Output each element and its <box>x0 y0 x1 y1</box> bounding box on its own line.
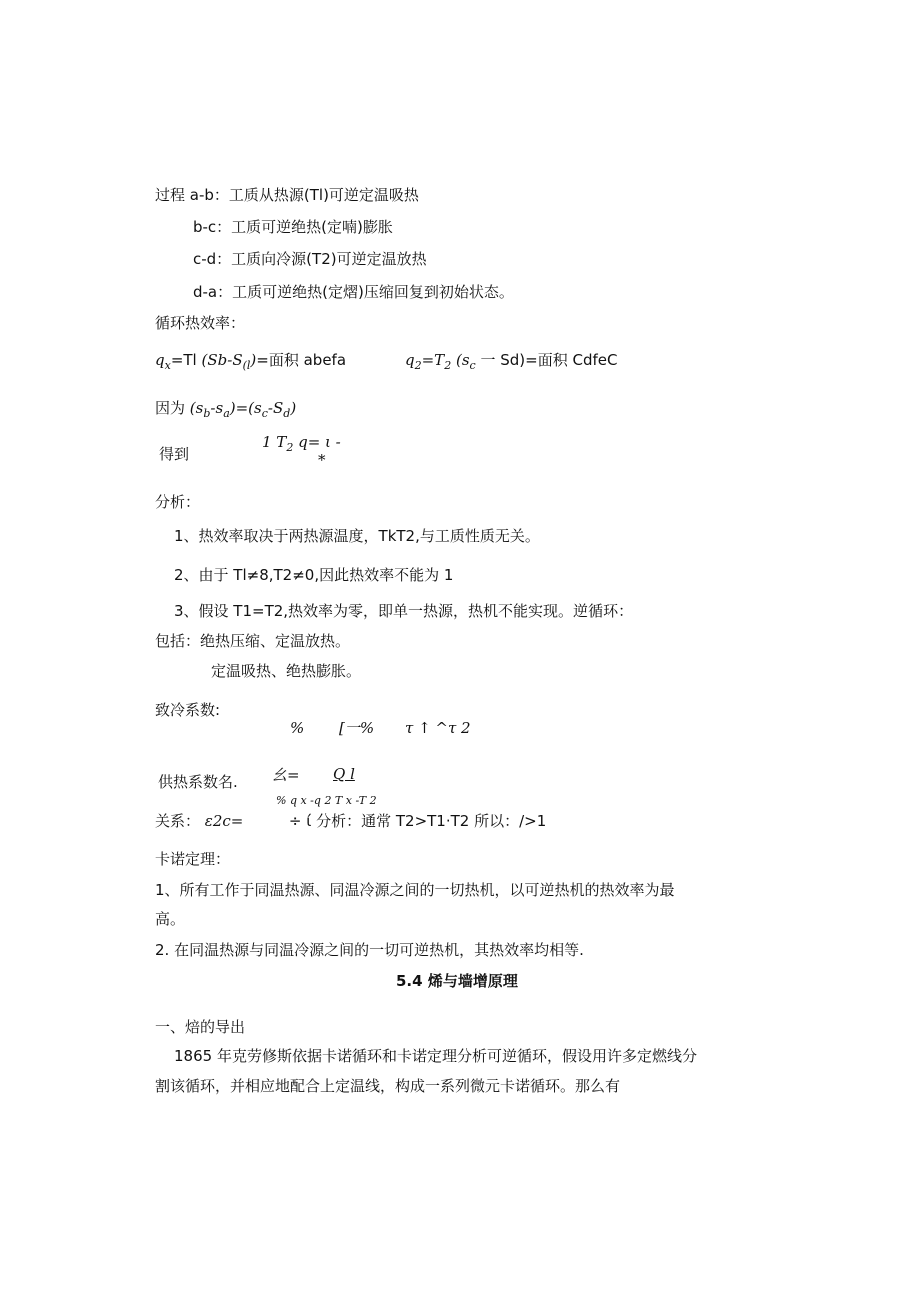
because-mid2: -S <box>267 399 284 417</box>
process-da: d-a：工质可逆绝热(定熠)压缩回复到初始状态。 <box>193 283 514 301</box>
heating-top: Q l <box>333 765 355 783</box>
process-cd: c-d：工质向冷源(T2)可逆定温放热 <box>193 250 427 268</box>
analysis-heading: 分析： <box>155 493 201 511</box>
relation-line <box>155 811 546 831</box>
because-sub3: c <box>261 407 268 420</box>
cooling-label: 致冷系数: <box>155 701 221 719</box>
analysis-include: 包括：绝热压缩、定温放热。 <box>155 632 351 650</box>
q2-formula <box>405 350 617 376</box>
q2-tail: 一 Sd)=面积 CdfeC <box>480 351 618 369</box>
section-number: 5.4 <box>396 972 423 990</box>
result-expr-top <box>262 432 341 458</box>
analysis-item3: 3、假设 T1=T2,热效率为零，即单一热源，热机不能实现。逆循环： <box>174 602 634 620</box>
q1-sub: x <box>164 359 171 372</box>
q2-paren-sub: c <box>469 359 476 372</box>
because-label: 因为 <box>155 399 186 417</box>
heating-lhs: 幺= <box>272 766 300 784</box>
q1-paren-sub: (l <box>242 359 251 372</box>
q1-paren-close: ) <box>250 351 257 369</box>
efficiency-heading: 循环热效率： <box>155 314 246 332</box>
q1-tail: =面积 abefa <box>256 351 347 369</box>
carnot-heading: 卡诺定理： <box>155 850 231 868</box>
relation-expr: ε2c= <box>204 812 244 830</box>
result-expr-sub: 2 <box>286 441 294 454</box>
carnot-item1a: 1、所有工作于同温热源、同温冷源之间的一切热机，以可逆热机的热效率为最 <box>155 881 675 899</box>
derivation-heading: 一、焙的导出 <box>155 1018 246 1036</box>
because-sub2: a <box>223 407 230 420</box>
because-line <box>155 398 296 424</box>
cooling-expr2: [一% <box>339 719 375 737</box>
carnot-item1b: 高。 <box>155 910 186 928</box>
q2-var: q <box>405 351 415 369</box>
because-sub4: d <box>283 407 291 420</box>
q2-eq: =T <box>421 351 445 369</box>
q2-paren: (s <box>455 351 470 369</box>
q1-var: q <box>155 351 165 369</box>
section-title: 烯与墙增原理 <box>427 972 518 990</box>
relation-label: 关系： <box>155 812 201 830</box>
result-expr-bottom: * <box>318 451 326 469</box>
q1-formula <box>155 350 346 376</box>
relation-rest: ÷ ί 分析：通常 T2>T1·T2 所以：/>1 <box>288 812 547 830</box>
derivation-para2: 割该循环，并相应地配合上定温线，构成一系列微元卡诺循环。那么有 <box>155 1077 621 1095</box>
process-bc: b-c：工质可逆绝热(定喃)膨胀 <box>193 218 393 236</box>
process-ab: 过程 a-b：工质从热源(Tl)可逆定温吸热 <box>155 186 419 204</box>
cooling-expr3: τ ↑ ^τ 2 <box>405 719 471 737</box>
because-mid: -s <box>210 399 224 417</box>
because-sub1: b <box>203 407 211 420</box>
heating-label: 供热系数名. <box>158 773 238 791</box>
because-eq: )=(s <box>229 399 262 417</box>
analysis-item2: 2、由于 Tl≠8,T2≠0,因此热效率不能为 1 <box>174 566 454 584</box>
result-expr-top-text: 1 T <box>262 433 287 451</box>
analysis-include2: 定温吸热、绝热膨胀。 <box>211 662 362 680</box>
analysis-item1: 1、热效率取决于两热源温度，TkT2,与工质性质无关。 <box>174 527 540 545</box>
cooling-expr1: % <box>290 719 305 737</box>
because-expr: (s <box>189 399 204 417</box>
result-expr-rest: q= ι - <box>293 433 341 451</box>
section-heading <box>396 971 518 991</box>
heating-bottom: % q x -q 2 T x -T 2 <box>276 794 377 807</box>
derivation-para1: 1865 年克劳修斯依据卡诺循环和卡诺定理分析可逆循环，假设用许多定燃线分 <box>174 1047 697 1065</box>
carnot-item2: 2. 在同温热源与同温冷源之间的一切可逆热机，其热效率均相等. <box>155 941 584 959</box>
q2-t-sub: 2 <box>444 359 452 372</box>
q1-paren: (Sb-S <box>201 351 243 369</box>
q2-sub: 2 <box>414 359 422 372</box>
because-close: ) <box>290 399 297 417</box>
result-label: 得到 <box>159 445 190 463</box>
q1-rest: =Tl <box>170 351 197 369</box>
